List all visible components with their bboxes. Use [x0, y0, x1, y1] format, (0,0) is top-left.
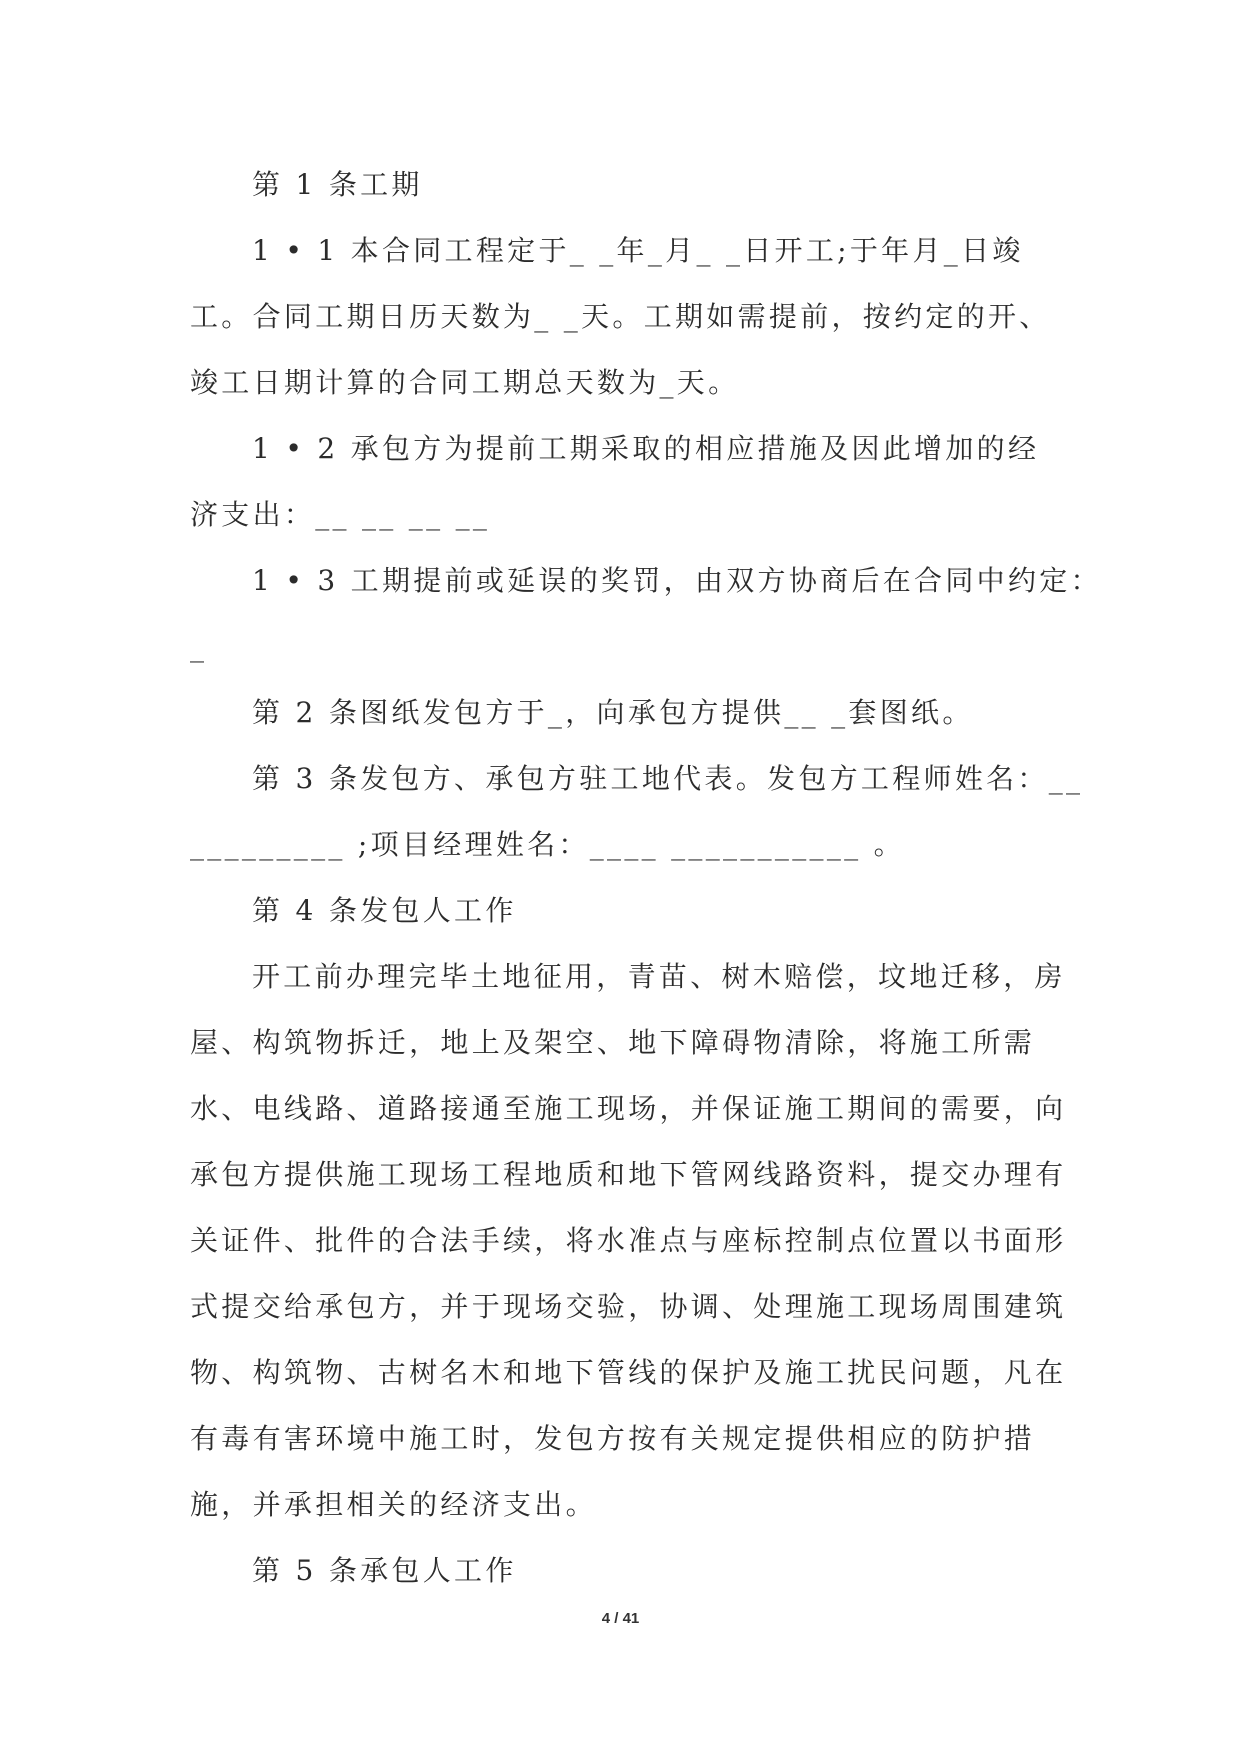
- article-2-paragraph: 第 2 条图纸发包方于_，向承包方提供__ _套图纸。: [252, 696, 974, 729]
- clause-1-3: 1 • 3 工期提前或延误的奖罚，由双方协商后在合同中约定：: [252, 564, 1102, 597]
- article-4-heading: 第 4 条发包人工作: [252, 894, 517, 927]
- article-3-continuation: _________ ;项目经理姓名：____ ___________ 。: [190, 828, 905, 861]
- article-5-heading: 第 5 条承包人工作: [252, 1554, 517, 1587]
- clause-1-2: 1 • 2 承包方为提前工期采取的相应措施及因此增加的经济支出：__ __ __ __: [190, 432, 1040, 531]
- document-body: [190, 152, 1102, 1604]
- article-1-heading: 第 1 条工期: [252, 168, 423, 201]
- article-3-paragraph: 第 3 条发包方、承包方驻工地代表。发包方工程师姓名：__: [252, 762, 1084, 795]
- clause-1-3-blank: _: [190, 630, 208, 663]
- article-4-body: 开工前办理完毕土地征用，青苗、树木赔偿，坟地迁移，房屋、构筑物拆迁，地上及架空、地下障碍物清除，将施工所需水、电线路、道路接通至施工现场，并保证施工期间的需要，向承包方提供施工现场工程地质和地下管网线路资料，提交办理有关证件、批件的合法手续，将水准点与座标控制点位置以书面形式提交给承包方，并于现场交验，协调、处理施工现场周围建筑物、构筑物、古树名木和地下管线的保护及施工扰民问题，凡在有毒有害环境中施工时，发包方按有关规定提供相应的防护措施，并承担相关的经济支出。: [190, 960, 1067, 1521]
- clause-1-1: 1 • 1 本合同工程定于_ _年_月_ _日开工;于年月_日竣工。合同工期日历天数为_ _天。工期如需提前，按约定的开、竣工日期计算的合同工期总天数为_天。: [190, 234, 1051, 399]
- page-number: 4 / 41: [601, 1610, 640, 1627]
